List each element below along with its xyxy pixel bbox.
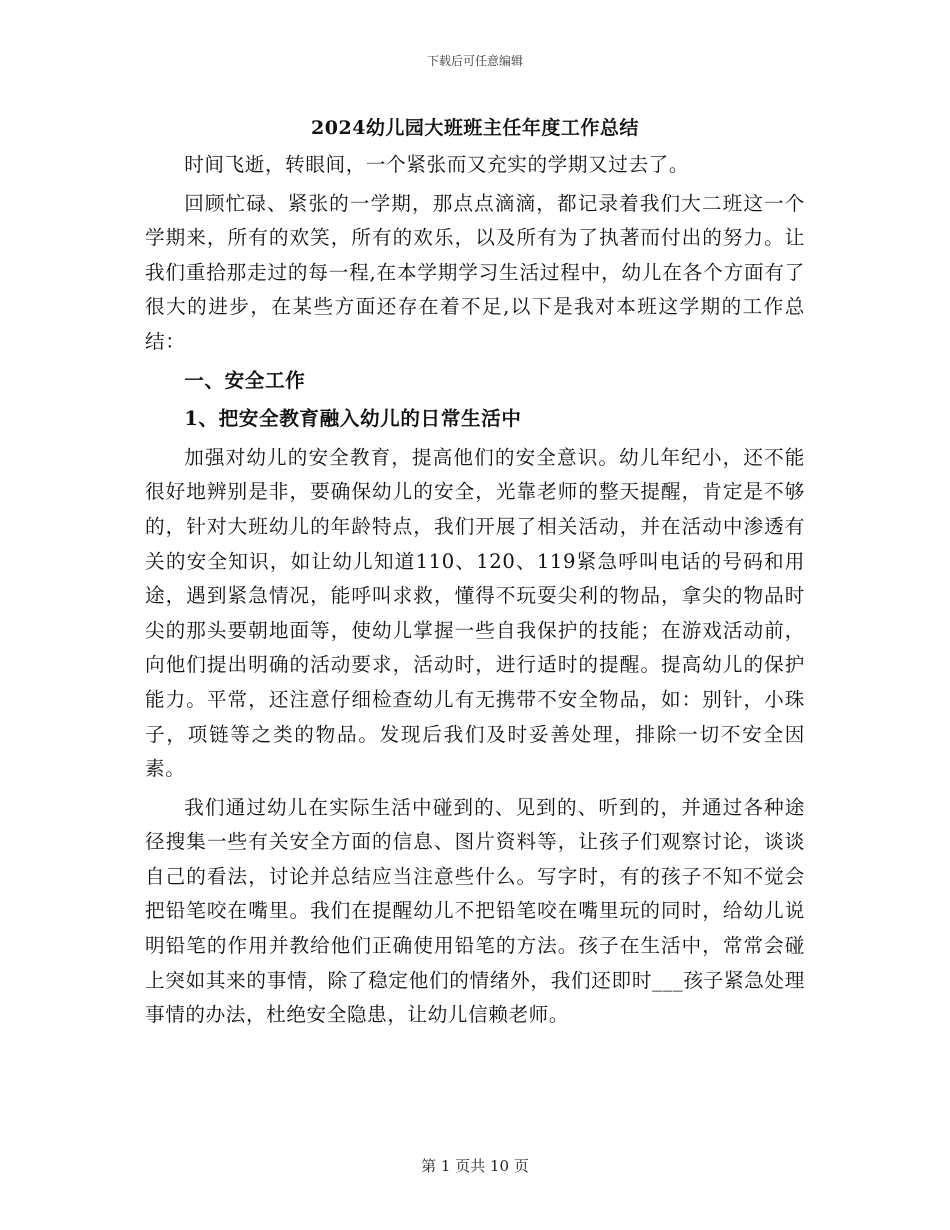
paragraph-review: 回顾忙碌、紧张的一学期，那点点滴滴，都记录着我们大二班这一个学期来，所有的欢笑，所有的欢乐，以及所有为了执著而付出的努力。让我们重拾那走过的每一程,在本学期学习生活过程中，幼儿在各个方面有了很大的进步，在某些方面还存在着不足,以下是我对本班这学期的工作总结： — [145, 191, 805, 353]
document-body — [145, 110, 805, 1033]
section-heading-safety: 一、安全工作 — [184, 368, 306, 392]
subsection-heading-daily-life: 1、把安全教育融入幼儿的日常生活中 — [184, 407, 522, 431]
paragraph-safety-education: 加强对幼儿的安全教育，提高他们的安全意识。幼儿年纪小，还不能很好地辨别是非，要确保幼儿的安全，光靠老师的整天提醒，肯定是不够的，针对大班幼儿的年龄特点，我们开展了相关活动，并在活动中渗透有关的安全知识，如让幼儿知道110、120、119紧急呼叫电话的号码和用途，遇到紧急情况，能呼叫求救，懂得不玩耍尖利的物品，拿尖的物品时尖的那头要朝地面等，使幼儿掌握一些自我保护的技能；在游戏活动前，向他们提出明确的活动要求，活动时，进行适时的提醒。提高幼儿的保护能力。平常，还注意仔细检查幼儿有无携带不安全物品，如：别针，小珠子，项链等之类的物品。发现后我们及时妥善处理，排除一切不安全因素。 — [145, 445, 805, 781]
page-header-note: 下载后可任意编辑 — [426, 54, 523, 68]
paragraph-safety-practice: 我们通过幼儿在实际生活中碰到的、见到的、听到的，并通过各种途径搜集一些有关安全方面的信息、图片资料等，让孩子们观察讨论，谈谈自己的看法，讨论并总结应当注意些什么。写字时，有的孩子不知不觉会把铅笔咬在嘴里。我们在提醒幼儿不把铅笔咬在嘴里玩的同时，给幼儿说明铅笔的作用并教给他们正确使用铅笔的方法。孩子在生活中，常常会碰上突如其来的事情，除了稳定他们的情绪外，我们还即时___孩子紧急处理事情的办法，杜绝安全隐患，让幼儿信赖老师。 — [145, 795, 805, 1027]
page-number: 第 1 页共 10 页 — [421, 1157, 529, 1175]
document-title: 2024幼儿园大班班主任年度工作总结 — [311, 117, 639, 139]
paragraph-intro: 时间飞逝，转眼间，一个紧张而又充实的学期又过去了。 — [184, 153, 690, 176]
